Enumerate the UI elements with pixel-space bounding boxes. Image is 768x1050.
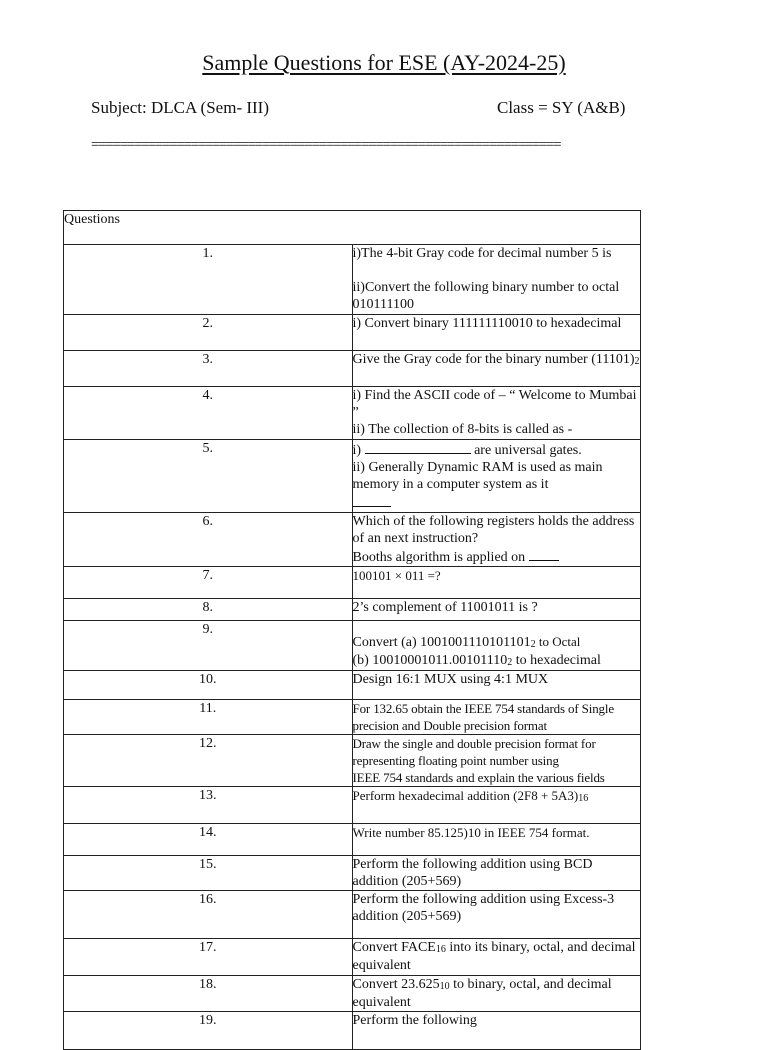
- table-header: Questions: [64, 211, 641, 245]
- question-number: 18.: [64, 976, 353, 1012]
- question-line: (b) 10010001011.001011102 to hexadecimal: [352, 653, 601, 668]
- question-text: [352, 787, 641, 824]
- question-number: 12.: [64, 735, 353, 787]
- question-text: For 132.65 obtain the IEEE 754 standards of Single precision and Double precision format: [352, 700, 641, 735]
- question-text: i) Convert binary 111111110010 to hexadecimal: [352, 315, 641, 351]
- question-number: 1.: [64, 245, 353, 315]
- table-row: [64, 245, 641, 315]
- table-row: [64, 567, 641, 599]
- table-row: [64, 891, 641, 939]
- table-row: [64, 315, 641, 351]
- question-number: 11.: [64, 700, 353, 735]
- table-row: [64, 939, 641, 976]
- table-header-row: [64, 211, 641, 245]
- subject-line: Subject: DLCA (Sem- III): [91, 98, 269, 117]
- question-number: 6.: [64, 513, 353, 567]
- question-number: 15.: [64, 856, 353, 891]
- question-text: 100101 × 011 =?: [352, 567, 641, 599]
- question-text: Convert 23.62510 to binary, octal, and decimal equivalent: [352, 976, 641, 1012]
- question-number: 19.: [64, 1012, 353, 1050]
- question-number: 5.: [64, 440, 353, 513]
- question-text: [352, 735, 641, 787]
- question-number: 10.: [64, 671, 353, 700]
- question-text: [352, 245, 641, 315]
- question-text: Design 16:1 MUX using 4:1 MUX: [352, 671, 641, 700]
- question-line: [353, 493, 641, 512]
- answer-blank: [529, 547, 559, 561]
- question-line: IEEE 754 standards and explain the various fields: [352, 770, 605, 785]
- question-line: ii) Generally Dynamic RAM is used as main memory in a computer system as it: [352, 460, 603, 492]
- table-row: [64, 351, 641, 387]
- table-row: [64, 787, 641, 824]
- question-text: Perform the following: [352, 1012, 641, 1050]
- table-row: [64, 824, 641, 856]
- question-text: [352, 621, 641, 671]
- question-text: Convert FACE16 into its binary, octal, and decimal equivalent: [352, 939, 641, 976]
- table-row: [64, 599, 641, 621]
- question-number: 16.: [64, 891, 353, 939]
- question-number: 2.: [64, 315, 353, 351]
- question-number: 14.: [64, 824, 353, 856]
- question-line: Draw the single and double precision format for representing floating point number using: [352, 736, 596, 768]
- question-number: 3.: [64, 351, 353, 387]
- table-row: [64, 513, 641, 567]
- question-line: ii) The collection of 8-bits is called as -: [352, 422, 573, 437]
- class-line: Class = SY (A&B): [497, 98, 626, 117]
- question-line: i)The 4-bit Gray code for decimal number 5 is: [352, 246, 612, 261]
- question-text: [352, 387, 641, 440]
- table-row: [64, 700, 641, 735]
- questions-table: [63, 210, 641, 1050]
- question-line: i) Find the ASCII code of – “ Welcome to Mumbai ”: [352, 388, 637, 420]
- question-number: 9.: [64, 621, 353, 671]
- answer-blank: [353, 493, 391, 507]
- table-row: [64, 621, 641, 671]
- question-line: i) are universal gates.: [353, 440, 641, 459]
- question-text: [352, 513, 641, 567]
- question-line: ii)Convert the following binary number to octal 010111100: [352, 280, 620, 312]
- question-number: 13.: [64, 787, 353, 824]
- separator-rule: ==================================================================: [91, 137, 561, 153]
- question-number: 17.: [64, 939, 353, 976]
- table-row: [64, 1012, 641, 1050]
- answer-blank: [365, 440, 471, 454]
- question-line: Which of the following registers holds the address of an next instruction?: [352, 514, 635, 546]
- table-row: [64, 671, 641, 700]
- question-text: [352, 440, 641, 513]
- question-line: Perform hexadecimal addition (2F8 + 5A3): [352, 788, 579, 803]
- table-row: [64, 440, 641, 513]
- page-title: Sample Questions for ESE (AY-2024-25): [202, 50, 566, 75]
- subscript: 16: [578, 793, 589, 804]
- question-line: Booths algorithm is applied on: [353, 547, 641, 566]
- question-line: Give the Gray code for the binary number (11101): [352, 352, 635, 367]
- question-text: [352, 351, 641, 387]
- question-text: 2’s complement of 11001011 is ?: [352, 599, 641, 621]
- question-number: 4.: [64, 387, 353, 440]
- question-text: Perform the following addition using Excess-3 addition (205+569): [352, 891, 641, 939]
- question-number: 7.: [64, 567, 353, 599]
- question-text: Write number 85.125)10 in IEEE 754 format.: [352, 824, 641, 856]
- question-number: 8.: [64, 599, 353, 621]
- table-row: [64, 735, 641, 787]
- table-row: [64, 856, 641, 891]
- table-row: [64, 976, 641, 1012]
- subscript: 2: [634, 356, 640, 367]
- question-text: Perform the following addition using BCD addition (205+569): [352, 856, 641, 891]
- question-line: Convert (a) 10010011101011012 to Octal: [352, 634, 581, 650]
- table-row: [64, 387, 641, 440]
